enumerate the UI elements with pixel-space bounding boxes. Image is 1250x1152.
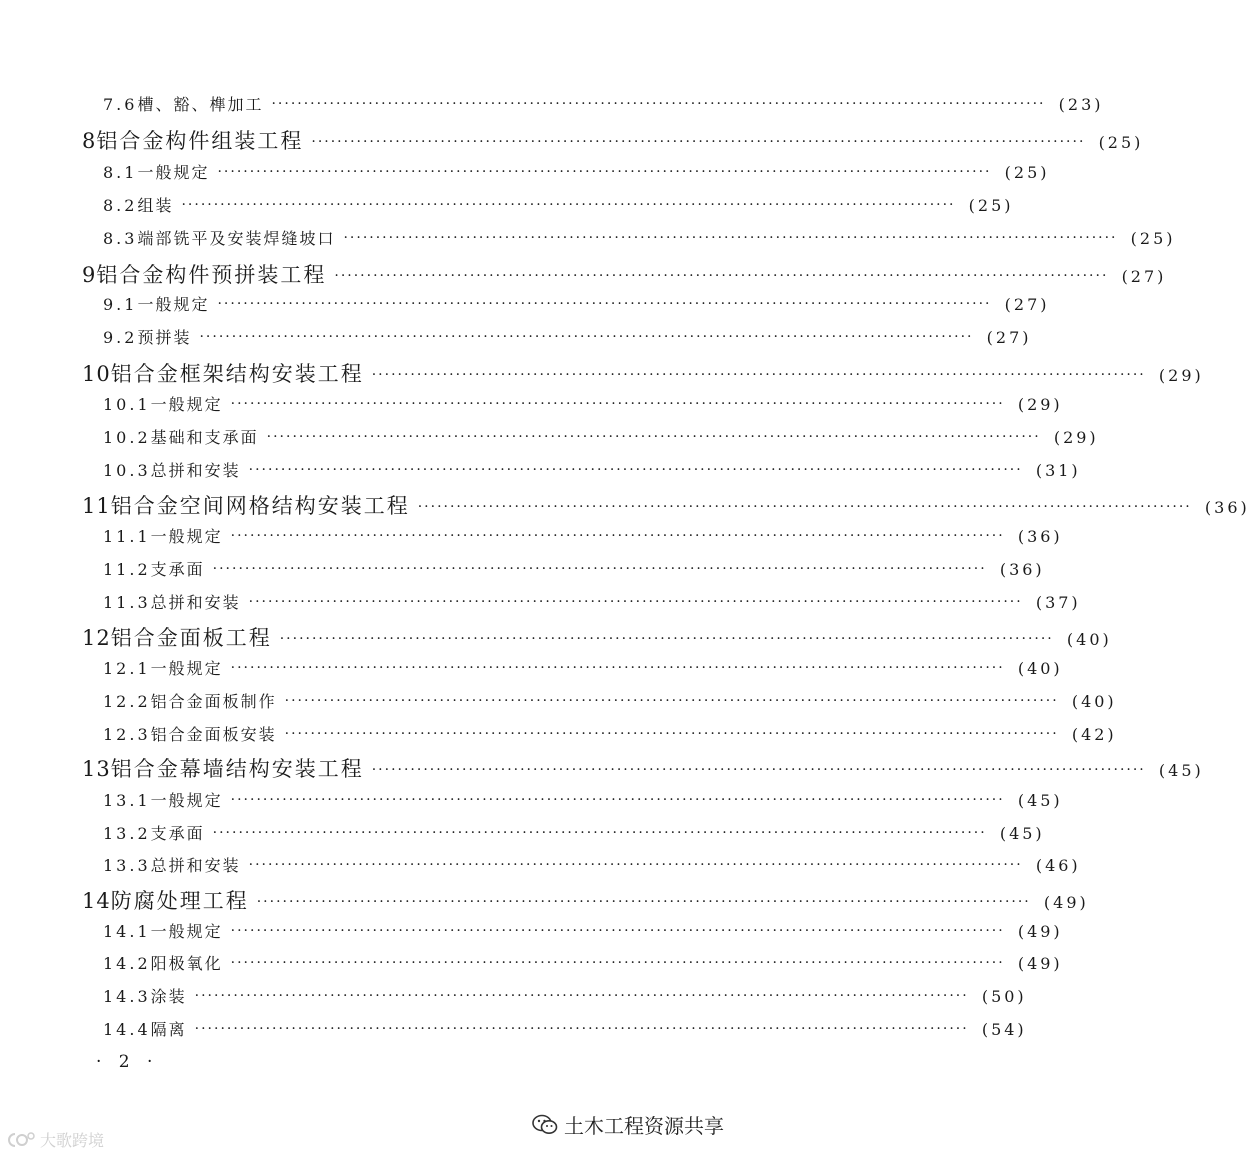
toc-title: 铝合金面板安装	[150, 725, 277, 744]
toc-title: 组装	[137, 196, 174, 215]
toc-page-number: (46)	[1035, 856, 1081, 875]
toc-section-row	[103, 1017, 1027, 1040]
toc-title: 基础和支承面	[150, 428, 259, 447]
toc-number: 13	[82, 757, 111, 781]
toc-page-number: (36)	[999, 560, 1045, 579]
toc-section-row	[103, 590, 1081, 613]
toc-section-row	[103, 722, 1117, 745]
toc-section-row	[103, 656, 1063, 679]
toc-number: 10.3	[103, 461, 151, 480]
toc-page-number: (29)	[1017, 395, 1063, 414]
toc-leader-dots: ························································································································	[212, 825, 987, 841]
toc-leader-dots: ························································································································	[343, 230, 1118, 246]
toc-section-row	[103, 92, 1104, 115]
toc-number: 14	[82, 889, 111, 913]
toc-title: 预拼装	[137, 328, 192, 347]
toc-title: 隔离	[150, 1020, 187, 1039]
toc-section-row	[103, 984, 1027, 1007]
toc-title: 一般规定	[150, 791, 223, 810]
toc-title: 铝合金面板工程	[110, 626, 272, 650]
toc-section-row	[103, 226, 1176, 249]
toc-page-number: (54)	[981, 1020, 1027, 1039]
toc-title: 阳极氧化	[150, 954, 223, 973]
toc-number: 9	[82, 263, 97, 287]
toc-chapter-row	[82, 753, 1204, 783]
toc-page-number: (31)	[1035, 461, 1081, 480]
toc-title: 铝合金面板制作	[150, 692, 277, 711]
watermark-left-text: 大歌跨境	[40, 1131, 105, 1150]
toc-page-number: (36)	[1017, 527, 1063, 546]
toc-section-row	[103, 951, 1063, 974]
toc-number: 11.1	[103, 527, 151, 546]
toc-section-row	[103, 524, 1063, 547]
toc-title: 总拼和安装	[150, 593, 241, 612]
toc-chapter-row	[82, 358, 1204, 388]
toc-leader-dots: ························································································································	[284, 693, 1059, 709]
toc-page-number: (37)	[1035, 593, 1081, 612]
toc-number: 13.2	[103, 824, 151, 843]
toc-page-number: (29)	[1053, 428, 1099, 447]
toc-section-row	[103, 425, 1099, 448]
toc-leader-dots: ························································································································	[230, 923, 1005, 939]
toc-leader-dots: ························································································································	[311, 134, 1086, 150]
toc-leader-dots: ························································································································	[230, 528, 1005, 544]
wechat-icon	[532, 1114, 558, 1136]
toc-page-number: (40)	[1017, 659, 1063, 678]
toc-title: 涂装	[150, 987, 187, 1006]
toc-title: 端部铣平及安装焊缝坡口	[137, 229, 336, 248]
toc-leader-dots: ························································································································	[266, 429, 1041, 445]
toc-number: 12	[82, 626, 111, 650]
toc-number: 8.1	[103, 163, 138, 182]
toc-section-row	[103, 919, 1063, 942]
toc-title: 防腐处理工程	[110, 889, 249, 913]
toc-chapter-row	[82, 259, 1167, 289]
toc-leader-dots: ························································································································	[371, 367, 1146, 383]
toc-page-number: (25)	[1130, 229, 1176, 248]
toc-chapter-row	[82, 125, 1144, 155]
toc-leader-dots: ························································································································	[248, 594, 1023, 610]
toc-leader-dots: ························································································································	[217, 296, 992, 312]
toc-number: 13.1	[103, 791, 151, 810]
toc-leader-dots: ························································································································	[181, 197, 956, 213]
toc-leader-dots: ························································································································	[279, 631, 1054, 647]
toc-title: 一般规定	[150, 395, 223, 414]
toc-page-number: (27)	[1004, 295, 1050, 314]
toc-leader-dots: ························································································································	[256, 894, 1031, 910]
toc-page-number: (25)	[1098, 133, 1144, 152]
toc-page-number: (50)	[981, 987, 1027, 1006]
toc-leader-dots: ························································································································	[334, 268, 1109, 284]
toc-title: 总拼和安装	[150, 856, 241, 875]
toc-page-number: (45)	[1158, 761, 1204, 780]
toc-title: 一般规定	[150, 659, 223, 678]
toc-number: 8.3	[103, 229, 138, 248]
toc-leader-dots: ························································································································	[284, 726, 1059, 742]
toc-leader-dots: ························································································································	[248, 462, 1023, 478]
watermark-right	[532, 1110, 724, 1139]
toc-page-number: (36)	[1204, 498, 1250, 517]
toc-leader-dots: ························································································································	[212, 561, 987, 577]
toc-page-number: (49)	[1043, 893, 1089, 912]
toc-title: 铝合金构件预拼装工程	[96, 263, 327, 287]
toc-title: 支承面	[150, 824, 205, 843]
toc-section-row	[103, 788, 1063, 811]
toc-number: 7.6	[103, 95, 138, 114]
toc-number: 10.2	[103, 428, 151, 447]
toc-leader-dots: ························································································································	[194, 988, 969, 1004]
toc-page-number: (23)	[1058, 95, 1104, 114]
toc-title: 一般规定	[137, 163, 210, 182]
toc-leader-dots: ························································································································	[230, 955, 1005, 971]
toc-page-number: (45)	[999, 824, 1045, 843]
toc-number: 14.2	[103, 954, 151, 973]
toc-leader-dots: ························································································································	[230, 792, 1005, 808]
toc-page-number: (27)	[986, 328, 1032, 347]
toc-number: 11	[82, 494, 111, 518]
toc-page-number: (40)	[1071, 692, 1117, 711]
toc-number: 12.1	[103, 659, 151, 678]
toc-page-number: (25)	[1004, 163, 1050, 182]
toc-number: 10.1	[103, 395, 151, 414]
toc-leader-dots: ························································································································	[271, 96, 1046, 112]
toc-chapter-row	[82, 622, 1112, 652]
toc-leader-dots: ························································································································	[230, 396, 1005, 412]
logo-icon	[6, 1131, 36, 1149]
watermark-left	[6, 1128, 104, 1151]
toc-title: 一般规定	[150, 527, 223, 546]
toc-title: 一般规定	[137, 295, 210, 314]
toc-number: 14.3	[103, 987, 151, 1006]
toc-title: 支承面	[150, 560, 205, 579]
toc-page-number: (42)	[1071, 725, 1117, 744]
toc-section-row	[103, 821, 1045, 844]
toc-leader-dots: ························································································································	[194, 1021, 969, 1037]
toc-number: 9.2	[103, 328, 138, 347]
toc-title: 铝合金框架结构安装工程	[110, 362, 364, 386]
toc-section-row	[103, 325, 1032, 348]
toc-section-row	[103, 689, 1117, 712]
toc-title: 槽、豁、榫加工	[137, 95, 264, 114]
toc-number: 11.2	[103, 560, 151, 579]
toc-leader-dots: ························································································································	[371, 762, 1146, 778]
toc-number: 11.3	[103, 593, 151, 612]
toc-number: 14.4	[103, 1020, 151, 1039]
toc-page-number: (27)	[1121, 267, 1167, 286]
toc-page-number: (40)	[1066, 630, 1112, 649]
toc-number: 14.1	[103, 922, 151, 941]
toc-section-row	[103, 557, 1045, 580]
toc-leader-dots: ························································································································	[417, 499, 1192, 515]
toc-section-row	[103, 160, 1050, 183]
toc-title: 铝合金空间网格结构安装工程	[110, 494, 410, 518]
page-number: · 2 ·	[96, 1052, 159, 1072]
toc-number: 12.2	[103, 692, 151, 711]
toc-leader-dots: ························································································································	[230, 660, 1005, 676]
toc-leader-dots: ························································································································	[217, 164, 992, 180]
toc-page-number: (49)	[1017, 954, 1063, 973]
toc-section-row	[103, 853, 1081, 876]
toc-leader-dots: ························································································································	[199, 329, 974, 345]
toc-section-row	[103, 193, 1014, 216]
toc-number: 13.3	[103, 856, 151, 875]
watermark-right-text: 土木工程资源共享	[564, 1114, 724, 1138]
toc-number: 9.1	[103, 295, 138, 314]
toc-title: 总拼和安装	[150, 461, 241, 480]
toc-page-number: (49)	[1017, 922, 1063, 941]
toc-section-row	[103, 458, 1081, 481]
toc-title: 一般规定	[150, 922, 223, 941]
toc-title: 铝合金幕墙结构安装工程	[110, 757, 364, 781]
toc-number: 10	[82, 362, 111, 386]
toc-section-row	[103, 292, 1050, 315]
toc-page-number: (25)	[968, 196, 1014, 215]
toc-page-number: (45)	[1017, 791, 1063, 810]
toc-title: 铝合金构件组装工程	[96, 129, 304, 153]
toc-number: 8.2	[103, 196, 138, 215]
toc-page-number: (29)	[1158, 366, 1204, 385]
toc-leader-dots: ························································································································	[248, 857, 1023, 873]
toc-chapter-row	[82, 885, 1089, 915]
toc-chapter-row	[82, 490, 1250, 520]
toc-number: 12.3	[103, 725, 151, 744]
toc-number: 8	[82, 129, 97, 153]
toc-section-row	[103, 392, 1063, 415]
